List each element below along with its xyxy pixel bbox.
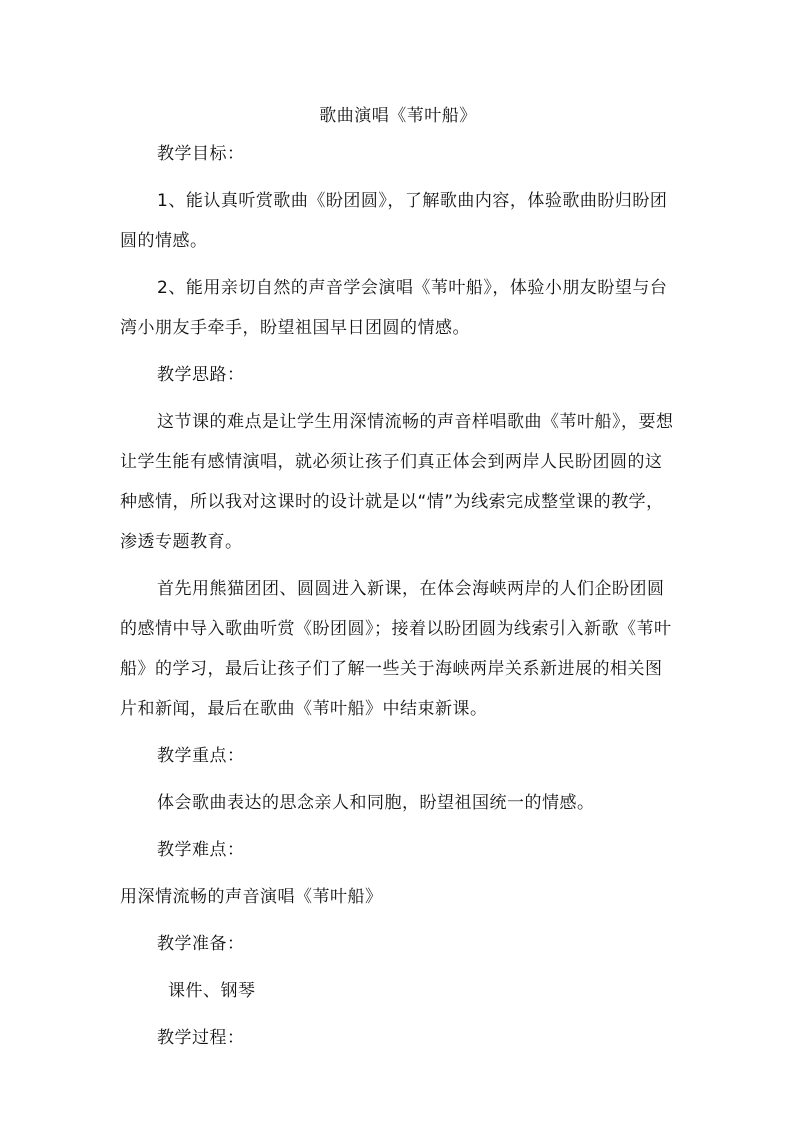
keypoint-text: 体会歌曲表达的思念亲人和同胞，盼望祖国统一的情感。 <box>157 793 595 813</box>
approach-paragraph-1: 这节课的难点是让学生用深情流畅的声音样唱歌曲《苇叶船》，要想让学生能有感情演唱，就必须让孩子们真正体会到两岸人民盼团圆的这种感情，所以我对这课时的设计就是以“情”为线索完成整堂课的教学，渗透专题教育。 <box>120 412 674 552</box>
approach-paragraph-2: 首先用熊猫团团、圆圆进入新课，在体会海峡两岸的人们企盼团圆的感情中导入歌曲听赏《盼团圆》；接着以盼团圆为线索引入新歌《苇叶船》的学习，最后让孩子们了解一些关于海峡两岸关系新进展的相关图片和新闻，最后在歌曲《苇叶船》中结束新课。 <box>120 579 672 719</box>
process-heading: 教学过程： <box>157 1028 245 1048</box>
difficulty-heading: 教学难点： <box>157 840 245 860</box>
objective-2: 2、能用亲切自然的声音学会演唱《苇叶船》，体验小朋友盼望与台湾小朋友手牵手，盼望祖国早日团圆的情感。 <box>120 278 668 338</box>
prep-text: 课件、钢琴 <box>168 981 256 1001</box>
objective-1: 1、能认真听赏歌曲《盼团圆》，了解歌曲内容，体验歌曲盼归盼团圆的情感。 <box>120 191 668 251</box>
approach-heading: 教学思路： <box>157 365 245 385</box>
objectives-heading: 教学目标： <box>157 144 245 164</box>
difficulty-text: 用深情流畅的声音演唱《苇叶船》 <box>120 887 383 907</box>
keypoint-heading: 教学重点： <box>157 746 245 766</box>
document-body <box>120 104 676 1073</box>
document-title: 歌曲演唱《苇叶船》 <box>319 106 477 126</box>
prep-heading: 教学准备： <box>157 934 245 954</box>
